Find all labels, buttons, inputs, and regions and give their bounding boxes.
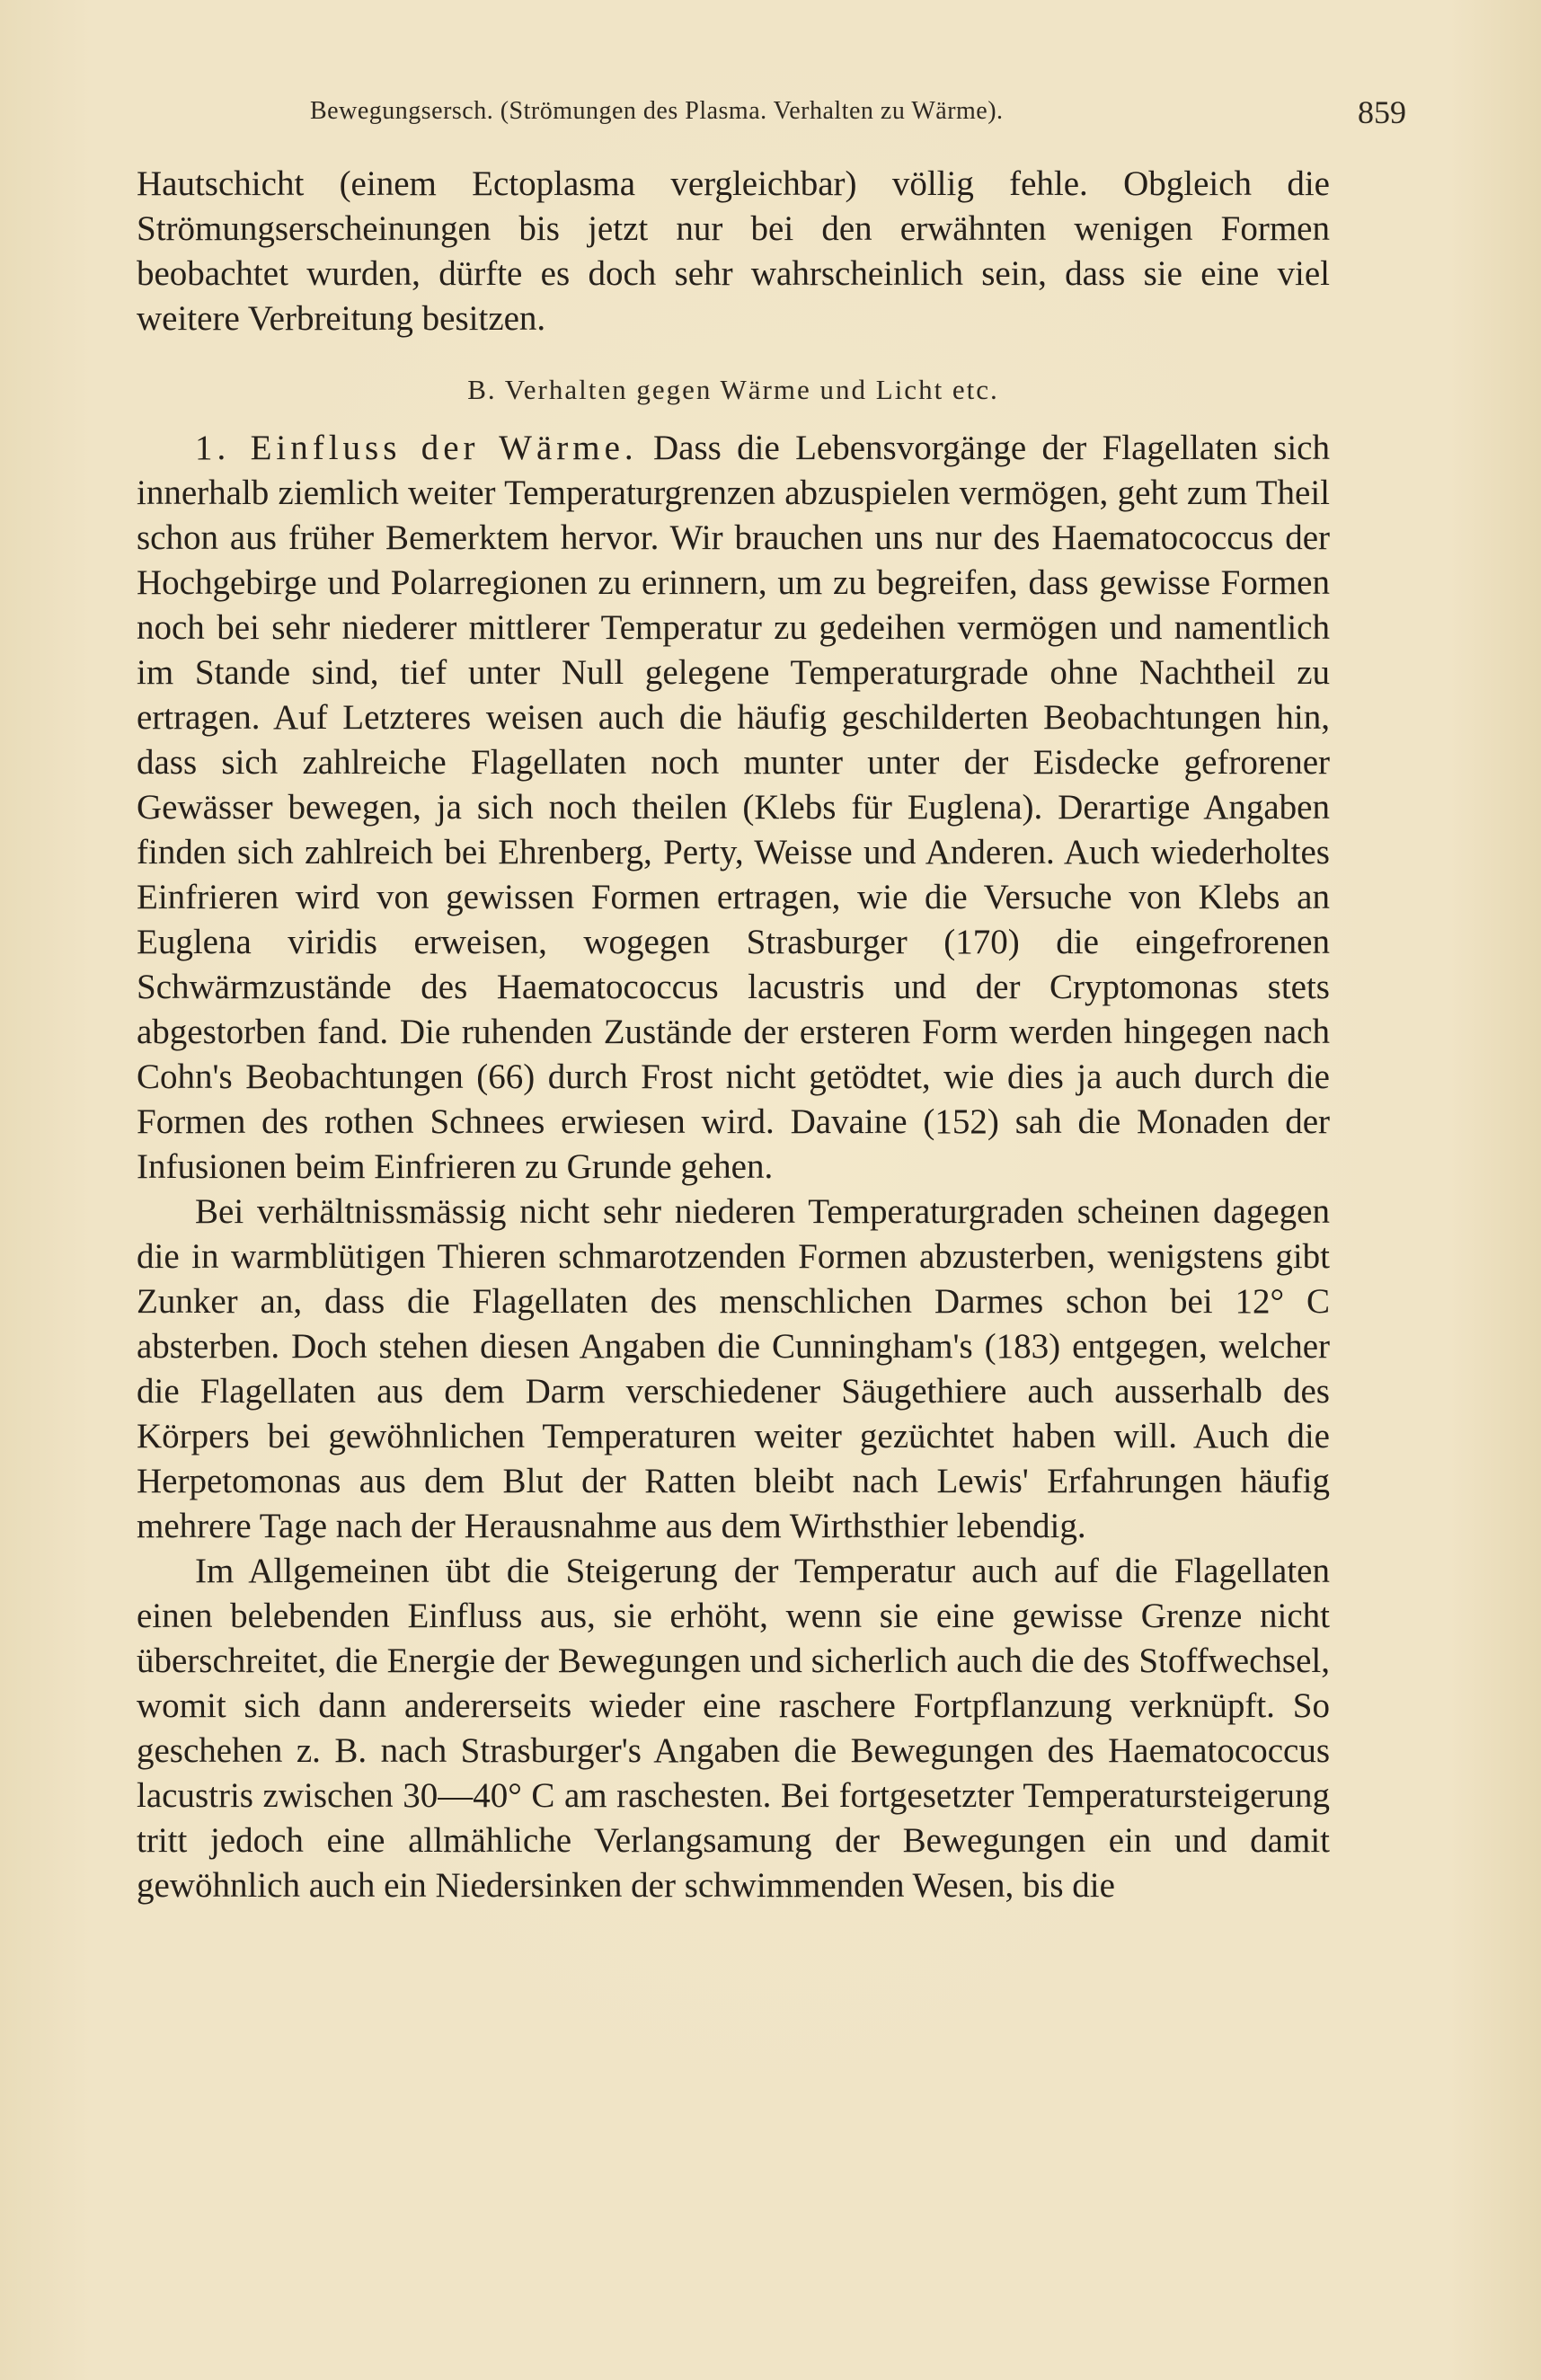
paragraph-continuation: Hautschicht (einem Ectoplasma vergleichbar) völlig fehle. Obgleich die Strömungserscheinungen bis jetzt nur bei den erwähnten wenigen Formen beobachtet wurden, dürfte es doch sehr wahrscheinlich sein, dass sie eine viel weitere Verbreitung besitzen. [137, 164, 1330, 338]
paragraph-waerme-text: Dass die Lebensvorgänge der Flagellaten sich innerhalb ziemlich weiter Temperaturgrenzen abzuspielen vermögen, geht zum Theil schon aus früher Bemerktem hervor. Wir brauchen uns nur des Haematococcus der Hochgebirge und Polarregionen zu erinnern, um zu begreifen, dass gewisse Formen noch bei sehr niederer mittlerer Temperatur zu gedeihen vermögen und namentlich im Stande sind, tief unter Null gelegene Temperaturgrade ohne Nachtheil zu ertragen. Auf Letzteres weisen auch die häufig geschilderten Beobachtungen hin, dass sich zahlreiche Flagellaten noch munter unter der Eisdecke gefrorener Gewässer bewegen, ja sich noch theilen (Klebs für Euglena). Derartige Angaben finden sich zahlreich bei Ehrenberg, Perty, Weisse und Anderen. Auch wiederholtes Einfrieren wird von gewissen Formen ertragen, wie die Versuche von Klebs an Euglena viridis erweisen, wogegen Strasburger (170) die eingefrorenen Schwärmzustände des Haematococcus lacustris und der Cryptomonas stets abgestorben fand. Die ruhenden Zustände der ersteren Form werden hingegen nach Cohn's Beobachtungen (66) durch Frost nicht getödtet, wie dies ja auch durch die Formen des rothen Schnees erwiesen wird. Davaine (152) sah die Monaden der Infusionen beim Einfrieren zu Grunde gehen. [137, 429, 1330, 1186]
paragraph-temperaturgrade: Bei verhältnissmässig nicht sehr niederen Temperaturgraden scheinen dagegen die in warmblütigen Thieren schmarotzenden Formen abzusterben, wenigstens gibt Zunker an, dass die Flagellaten des menschlichen Darmes schon bei 12° C absterben. Doch stehen diesen Angaben die Cunningham's (183) entgegen, welcher die Flagellaten aus dem Darm verschiedener Säugethiere auch ausserhalb des Körpers bei gewöhnlichen Temperaturen weiter gezüchtet haben will. Auch die Herpetomonas aus dem Blut der Ratten bleibt nach Lewis' Erfahrungen häufig mehrere Tage nach der Herausnahme aus dem Wirthsthier lebendig. [137, 1192, 1330, 1545]
paragraph-allgemeinen: Im Allgemeinen übt die Steigerung der Temperatur auch auf die Flagellaten einen belebenden Einfluss aus, sie erhöht, wenn sie eine gewisse Grenze nicht überschreitet, die Energie der Bewegungen und sicherlich auch die des Stoffwechsel, womit sich dann andererseits wieder eine raschere Fortpflanzung verknüpft. So geschehen z. B. nach Strasburger's Angaben die Bewegungen des Haematococcus lacustris zwischen 30—40° C am raschesten. Bei fortgesetzter Temperatursteigerung tritt jedoch eine allmähliche Verlangsamung der Bewegungen ein und damit gewöhnlich auch ein Niedersinken der schwimmenden Wesen, bis die [137, 1552, 1330, 1905]
paragraph-waerme [137, 426, 1330, 1190]
page-number: 859 [1358, 94, 1406, 130]
page-header [135, 93, 1406, 138]
section-heading: B. Verhalten gegen Wärme und Licht etc. [467, 374, 999, 405]
running-head: Bewegungsersch. (Strömungen des Plasma. Verhalten zu Wärme). [310, 97, 1004, 125]
body-text [137, 162, 1330, 1908]
subsection-title: 1. Einfluss der Wärme. [195, 429, 638, 467]
